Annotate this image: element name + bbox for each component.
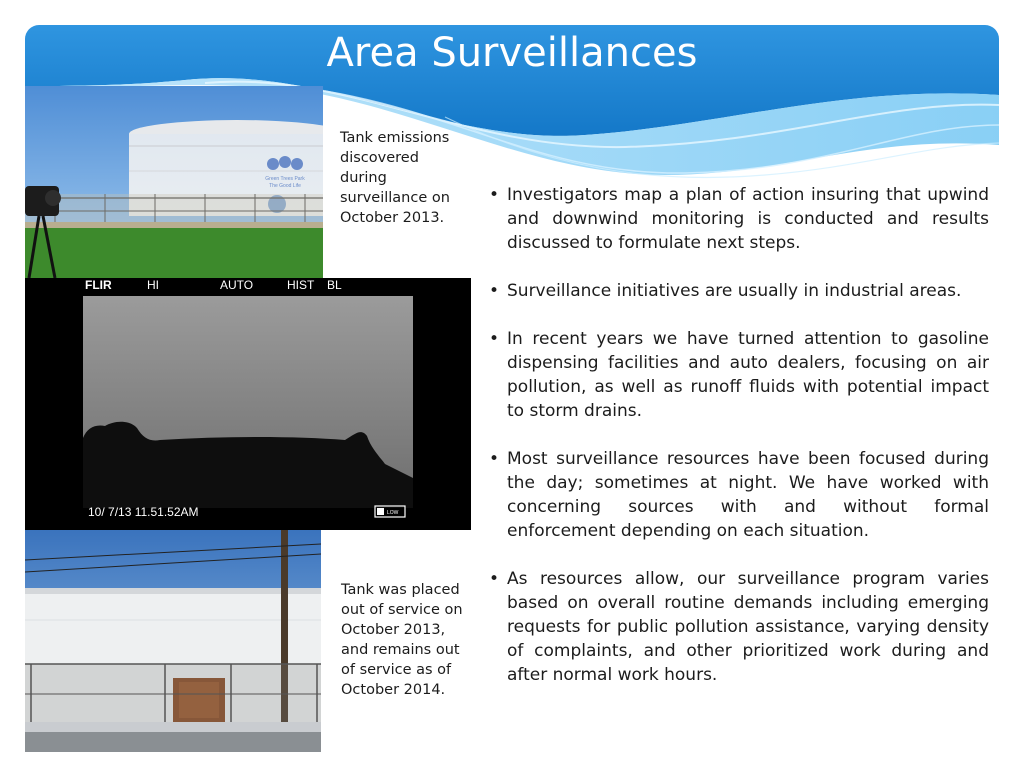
bullet-item xyxy=(487,183,989,255)
tank-photo-top xyxy=(25,86,323,278)
bullet-dot-icon: • xyxy=(489,185,500,205)
flir-mode-hist: HIST xyxy=(287,278,315,292)
bullet-dot-icon: • xyxy=(489,569,500,589)
slide-title: Area Surveillances xyxy=(326,30,698,76)
battery-label: LOW xyxy=(387,510,399,516)
flir-mode-hi: HI xyxy=(147,278,159,292)
flir-thermal-image xyxy=(25,278,471,530)
flir-timestamp: 10/ 7/13 11.51.52AM xyxy=(88,505,199,519)
bullet-list xyxy=(487,183,989,711)
flir-mode-auto: AUTO xyxy=(220,278,254,292)
bullet-text: As resources allow, our surveillance program varies based on overall routine demands including emerging requests for public pollution assistance, varying density of complaints, and other prioritized work during and after normal work hours. xyxy=(507,569,989,685)
bullet-text: Investigators map a plan of action insuring that upwind and downwind monitoring is conducted and results discussed to formulate next steps. xyxy=(507,185,989,253)
bullet-item xyxy=(487,447,989,543)
caption-top: Tank emissions discovered during surveillance on October 2013. xyxy=(340,130,450,226)
bullet-dot-icon: • xyxy=(489,281,500,301)
caption-bottom: Tank was placed out of service on October 2013, and remains out of service as of October 2014. xyxy=(341,582,463,698)
bullet-text: In recent years we have turned attention to gasoline dispensing facilities and auto dealers, focusing on air pollution, as well as runoff fluids with potential impact to storm drains. xyxy=(507,329,989,421)
bullet-item xyxy=(487,567,989,687)
tank-photo-bottom xyxy=(25,530,321,752)
bullet-dot-icon: • xyxy=(489,449,500,469)
flir-mode-bl: BL xyxy=(327,278,342,292)
bullet-text: Most surveillance resources have been focused during the day; sometimes at night. We have worked with concerning sources with and without formal enforcement depending on each situation. xyxy=(507,449,989,541)
flir-logo-text: FLIR xyxy=(85,278,112,292)
bullet-item xyxy=(487,279,989,303)
tank-sign-line2: The Good Life xyxy=(269,183,301,189)
bullet-dot-icon: • xyxy=(489,329,500,349)
bullet-text: Surveillance initiatives are usually in industrial areas. xyxy=(507,281,962,301)
bullet-item xyxy=(487,327,989,423)
tank-sign-line1: Green Trees Park xyxy=(265,176,305,182)
